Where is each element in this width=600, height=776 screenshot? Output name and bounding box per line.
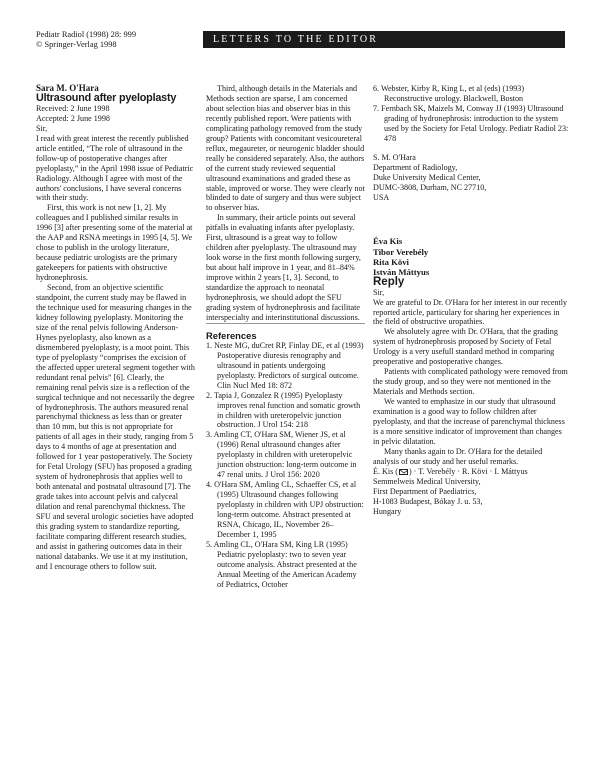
reply-author: Éva Kis (373, 236, 403, 247)
reply-paragraph: We absolutely agree with Dr. O'Hara, that the grading system of hydronephrosis proposed by Society of Fetal Urology is a very usefull standard method in comparing preoperative and postoperative changes. (373, 327, 558, 367)
address-line: Department of Radiology, (373, 162, 458, 172)
section-banner: LETTERS TO THE EDITOR (203, 31, 565, 48)
address-line: S. M. O'Hara (373, 152, 416, 162)
envelope-icon (399, 469, 408, 475)
address-line: Duke University Medical Center, (373, 172, 481, 182)
letter-paragraph: In summary, their article points out several pitfalls in evaluating infants after pyeloplasty. First, ultrasound is a great way to follow children after pyeloplasty. The ultrasound may look worse in the first month following surgery, but about half improve in 1 year, and 81–84% improve within 2 years [1, 3]. Second, to standardize the approach to neonatal hydronephrosis, we should adopt the SFU grading system of hydronephrosis and facilitate interspecialty and interinstitutional discussions. (206, 213, 361, 322)
address-line: Semmelweis Medical University, (373, 476, 481, 486)
reference-item: 3. Amling CT, O'Hara SM, Wiener JS, et al (1996) Renal ultrasound changes after pyeloplasty in children with ureteropelvic junction obstruction: long-term outcome in 47 renal units. J Urol 156: 2020 (206, 430, 357, 480)
letter-address (373, 153, 569, 203)
reply-paragraph: Many thanks again to Dr. O'Hara for the detailed analysis of our study and her useful remarks. (373, 446, 543, 466)
reply-salutation: Sir, (373, 287, 385, 297)
letter-title: Ultrasound after pyeloplasty (36, 91, 177, 104)
reference-item: 5. Amling CL, O'Hara SM, King LR (1995) Pediatric pyeloplasty: two to seven year outcome analysis. Abstract presented at the Annual Meeting of the American Academy of Pediatrics, October (206, 539, 357, 589)
reference-item: 6. Webster, Kirby R, King L, et al (eds) (1993) Reconstructive urology. Blackwell, Boston (373, 84, 525, 103)
journal-citation (36, 30, 136, 50)
reply-author: Tibor Verebély (373, 246, 429, 257)
address-line: First Department of Paediatrics, (373, 486, 477, 496)
signature-text: É. Kis ( (373, 466, 398, 476)
journal-volume: Pediatr Radiol (1998) 28: 999 (36, 30, 137, 39)
reply-paragraph: Patients with complicated pathology were removed from the study group, and so they were not mentioned in the Materials and Methods section. (373, 367, 568, 397)
letter-paragraph: I read with great interest the recently published article entitled, “The role of ultrasound in the follow-up of postoperative changes after pyeloplasty,” in the April 1998 issue of Pediatric Radiology. Although I agree with most of the authors' conclusions, I have several concerns with their study. (36, 133, 194, 203)
address-line: Hungary (373, 506, 402, 516)
references-heading: References (206, 323, 365, 341)
reference-item: 4. O'Hara SM, Amling CL, Schaeffer CS, et al (1995) Ultrasound changes following pyeloplasty in children with UPJ obstruction: long-term outcome. Abstract presented at RSNA, Chicago, IL, November 26–December 1, 1995 (206, 480, 364, 539)
column-right (373, 84, 569, 517)
reply-heading: Reply (373, 275, 405, 288)
address-line: H-1083 Budapest, Bókay J. u. 53, (373, 496, 483, 506)
reference-item: 7. Fernbach SK, Maizels M, Conway JJ (1993) Ultrasound grading of hydronephrosis: introduction to the system used by the Society for Fetal Urology. Pediatr Radiol 23: 478 (373, 103, 569, 143)
salutation: Sir, (36, 123, 48, 133)
letter-paragraph: Second, from an objective scientific standpoint, the current study may be flawed in the technique used for measuring changes in the kidney following pyeloplasty. Monitoring the size of the renal pelvis following Anderson-Hynes pyeloplasty, also known as a dismembered pyeloplasty, is a moot point. This type of pyeloplasty “comprises the excision of the affected upper ureteral segment together with redundant renal pelvis” [6]. Clearly, the remaining renal pelvis size is a reflection of the surgical technique and not necessarily the degree of hydronephrosis. The authors measured renal parenchymal thickness as less than or greater than 10 mm, but this is not appropriate for patients of all ages in their study, ranging from 5 days to 4 months of age at presentation and followed for 1 year postoperatively. The Society for Fetal Urology (SFU) has proposed a grading system of hydronephrosis that applies well to both antenatal and postnatal ultrasound [7]. The grade takes into account pelvis and calyceal dilation and renal parenchymal thickness. The SFU and several urologic societies have adopted this grading system to standardize reporting, facilitate comparing different research studies, and assist in gathering outcomes data in their national databanks. We use it at my institution, and I encourage others to follow suit. (36, 283, 195, 571)
signature-text: ) · T. Verebély · R. Kövi · I. Máttyus (408, 466, 528, 476)
letter-author: Sara M. O'Hara (36, 83, 99, 93)
address-line: DUMC-3808, Durham, NC 27710, (373, 182, 487, 192)
reply-author: Rita Kövi (373, 257, 409, 268)
reply-paragraph: We wanted to emphasize in our study that ultrasound examination is a good way to follow children after pyeloplasty, and that the increase of parenchymal thickness is a more sensitive indicator of improvement than changes in pelvic dilatation. (373, 397, 565, 446)
reference-item: 2. Tapia J, Gonzalez R (1995) Pyeloplasty improves renal function and somatic growth in children with ureteropelvic junction obstruction. J Urol 154: 218 (206, 390, 361, 430)
letter-paragraph: Third, although details in the Materials and Methods section are sparse, I am concerned about selection bias and observer bias in this recently published report. Were patients with complicating pathology removed from the study group? Patients with concomitant vesicoureteral reflux, megaureter, or neurogenic bladder should really be considered separately. Also, the authors of the current study reviewed sequential ultrasound examinations and graded these as stable, improved or worse. They were clearly not blinded to date of surgery and thus were subject to observer bias. (206, 84, 365, 213)
reference-item: 1. Neste MG, duCret RP, Finlay DE, et al (1993) Postoperative diuresis renography and ultrasound in patients undergoing pyeloplasty. Predictors of surgical outcome. Clin Nucl Med 18: 872 (206, 340, 364, 390)
reply-author: István Máttyus (373, 267, 430, 278)
address-line: USA (373, 192, 390, 202)
reply-signature (373, 467, 569, 477)
reply-paragraph: We are grateful to Dr. O'Hara for her interest in our recently reported article, particulary for sharing her experiences in the field of obstructive uropathies. (373, 297, 568, 327)
reply-authors (373, 236, 569, 277)
reply-address (373, 477, 569, 517)
received-date: Received: 2 June 1998 (36, 103, 110, 113)
column-left (36, 84, 196, 572)
letter-paragraph: First, this work is not new [1, 2]. My colleagues and I published similar results in 1996 [3] after presenting some of the material at the AAP and RSNA meetings in 1995 [4, 5]. We chose to publish in the urology literature, because pediatric urologists are the primary gatekeepers for patients with obstructive hydronephrosis. (36, 203, 193, 283)
accepted-date: Accepted: 2 June 1998 (36, 113, 110, 123)
copyright: © Springer-Verlag 1998 (36, 40, 117, 49)
column-middle (206, 84, 365, 590)
